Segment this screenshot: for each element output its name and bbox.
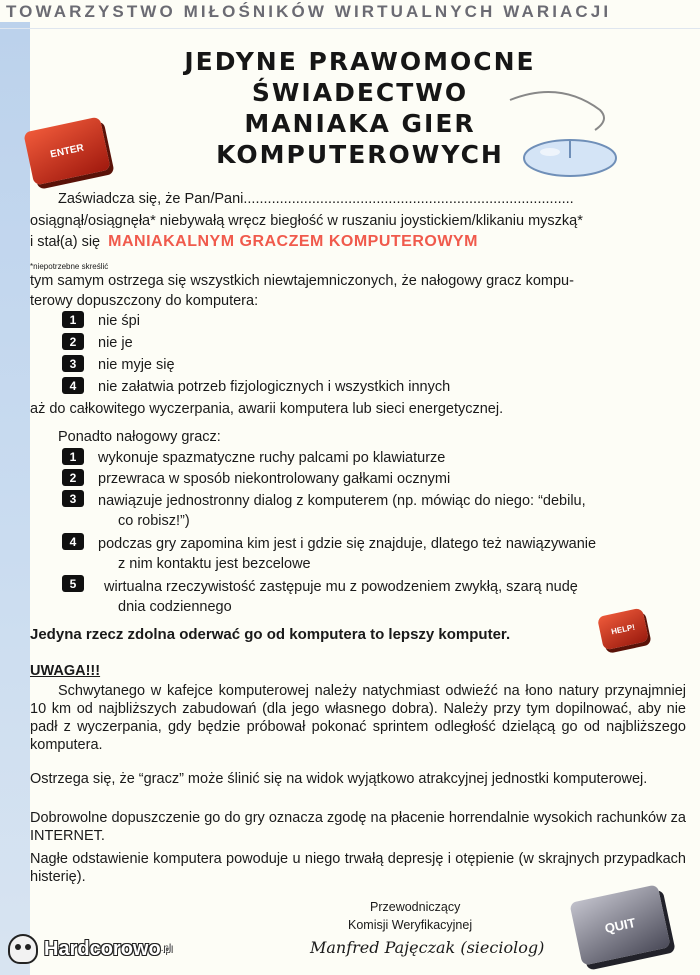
- list-1-item: nie załatwia potrzeb fizjologicznych i wszystkich innych: [98, 379, 451, 395]
- list-2-number: 3: [62, 490, 84, 507]
- warning-p4: Nagłe odstawienie komputera powoduje u niego trwałą depresję i otępienie (w skrajnych przypadkach histerię).: [30, 851, 686, 885]
- warning-label: UWAGA!!!: [30, 663, 101, 679]
- quit-key-icon: QUIT: [569, 884, 670, 965]
- intro-line-3-prefix: i stał(a) się: [30, 234, 101, 250]
- list-2-item-cont: dnia codziennego: [118, 599, 232, 615]
- list-2-item: przewraca w sposób niekontrolowany gałkami ocznymi: [98, 471, 451, 487]
- list-2-item: nawiązuje jednostronny dialog z komputerem (np. mówiąc do niego: “debilu,: [98, 493, 586, 509]
- skull-icon: [8, 934, 38, 964]
- title-line-2: ŚWIADECTWO: [251, 78, 469, 107]
- warn-line-1: tym samym ostrzega się wszystkich niewtajemniczonych, że nałogowy gracz kompu-: [30, 273, 574, 289]
- list-2-item: wirtualna rzeczywistość zastępuje mu z powodzeniem zwykłą, szarą nudę: [104, 579, 578, 595]
- enter-key-icon: ENTER: [23, 116, 111, 185]
- list-2-number: 5: [62, 575, 84, 592]
- warning-p1: Schwytanego w kafejce komputerowej należy natychmiast odwieźć na łono natury przynajmniej 10 km od najbliższych zabudowań (dla jego własnego dobra). Należy przy tym dopilnować, aby nie padł z wyczerpania, gdy będzie próbował pokonać sprintem odległość dzielącą go od najbliższego komputera.: [30, 683, 686, 753]
- list-1-number: 2: [62, 333, 84, 350]
- watermark-logo: [8, 934, 172, 964]
- list-2-item: wykonuje spazmatyczne ruchy palcami po klawiaturze: [98, 450, 446, 466]
- list-1-number: 3: [62, 355, 84, 372]
- list-2-item-cont: z nim kontaktu jest bezcelowe: [118, 556, 311, 572]
- conclusion: Jedyna rzecz zdolna oderwać go od komputera to lepszy komputer.: [30, 626, 511, 643]
- list-2-number: 1: [62, 448, 84, 465]
- signature-name: Manfred Pajęczak (sieciolog): [310, 938, 545, 957]
- intro-line-1: Zaświadcza się, że Pan/Pani..................................................................................: [58, 191, 574, 207]
- title-line-3: MANIAKA GIER: [244, 109, 476, 138]
- list-1-end: aż do całkowitego wyczerpania, awarii komputera lub sieci energetycznej.: [30, 401, 504, 417]
- list-2-item-cont: co robisz!”): [118, 513, 190, 529]
- list-1-number: 4: [62, 377, 84, 394]
- title-line-4: KOMPUTEROWYCH: [216, 140, 504, 169]
- warning-p3: Dobrowolne dopuszczenie go do gry oznacza zgodę na płacenie horrendalnie wysokich rachunków za INTERNET.: [30, 810, 686, 844]
- maniac-highlight: MANIAKALNYM GRACZEM KOMPUTEROWYM: [108, 233, 478, 250]
- intro-line-2: osiągnął/osiągnęła* niebywałą wręcz biegłość w ruszaniu joystickiem/klikaniu myszką*: [30, 213, 583, 229]
- list-2-intro: Ponadto nałogowy gracz:: [58, 429, 221, 445]
- list-1-item: nie myje się: [98, 357, 175, 373]
- computer-mouse-icon: [500, 80, 620, 180]
- title-line-1: JEDYNE PRAWOMOCNE: [184, 47, 536, 76]
- list-2-number: 4: [62, 533, 84, 550]
- list-1-item: nie śpi: [98, 313, 140, 329]
- list-1-item: nie je: [98, 335, 133, 351]
- warning-p2: Ostrzega się, że “gracz” może ślinić się na widok wyjątkowo atrakcyjnej jednostki komputerowej.: [30, 771, 648, 787]
- warn-line-2: terowy dopuszczony do komputera:: [30, 293, 259, 309]
- signature-title: Przewodniczący: [370, 900, 461, 914]
- watermark-suffix: .pl: [161, 943, 173, 955]
- watermark-text: Hardcorowo: [44, 937, 161, 960]
- list-1-number: 1: [62, 311, 84, 328]
- help-key-icon: HELP!: [597, 608, 649, 651]
- side-stripe: [0, 22, 30, 975]
- footnote: *niepotrzebne skreślić: [30, 262, 109, 271]
- list-2-number: 2: [62, 469, 84, 486]
- org-name: TOWARZYSTWO MIŁOŚNIKÓW WIRTUALNYCH WARIACJI: [6, 2, 612, 21]
- list-2-item: podczas gry zapomina kim jest i gdzie się znajduje, dlatego też nawiązywanie: [98, 536, 597, 552]
- top-rule: [0, 28, 700, 29]
- intro-line-3: [30, 233, 478, 251]
- signature-committee: Komisji Weryfikacyjnej: [348, 918, 473, 932]
